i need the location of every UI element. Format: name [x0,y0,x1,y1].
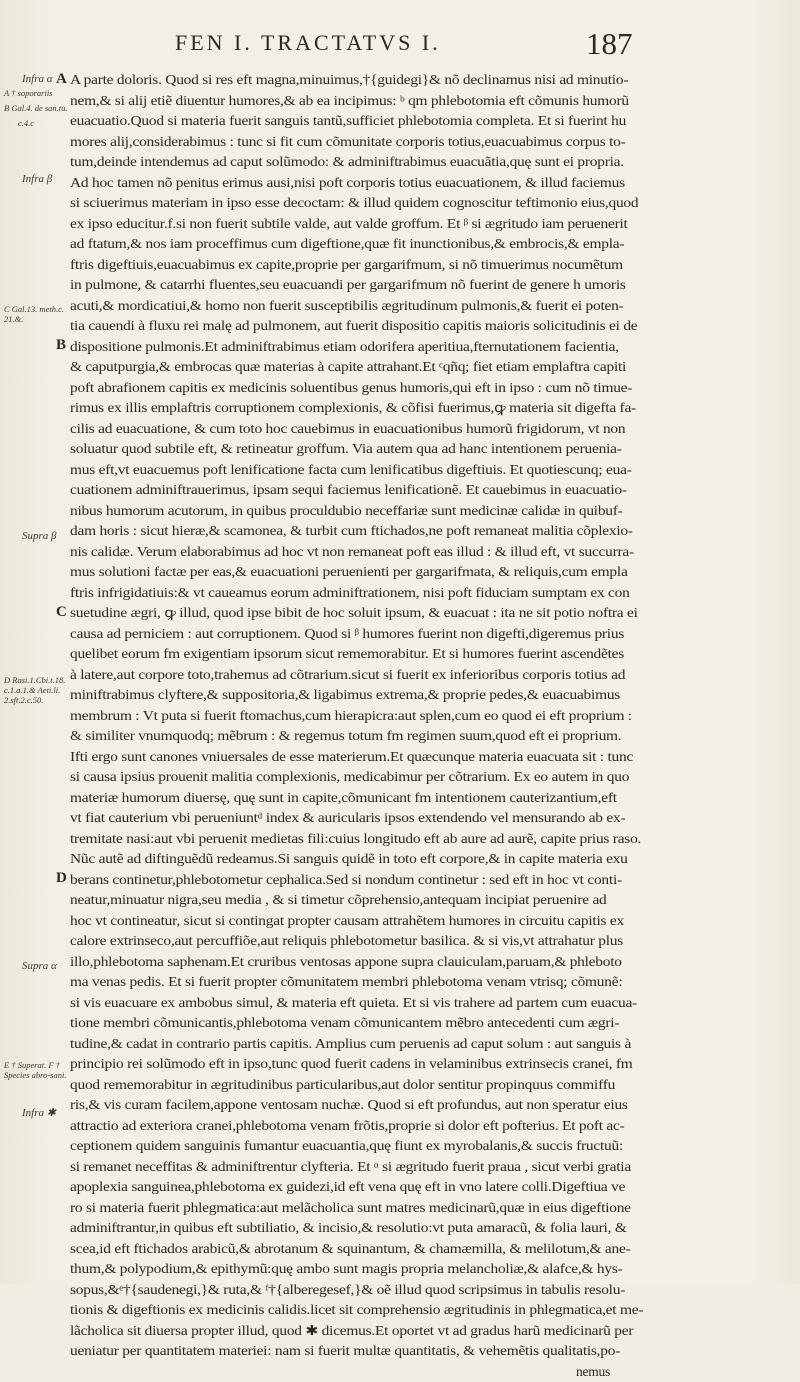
text-line [70,255,658,276]
text-line-content: suetudine ægri, ꝙ illud, quod ipse bibit de hoc soluit ipsum, & euacuat : ita ne sit potio noftra ei [70,603,638,624]
text-line [70,378,658,399]
text-line-content: nem,& si alij etiẽ diuentur humores,& ab ea incipimus: ᵇ qm phlebotomia eft cõmunis humorũ [70,91,629,112]
text-line-content: mus solutioni factæ per eas,& euacuationi peruenienti per gargarifmata, & reliquis,cum empla [70,562,628,583]
text-line [70,1177,658,1198]
text-line-content: & caputpurgia,& embrocas quæ materias à capite attrahant.Et ᶜqñq; fiet etiam emplaftra capiti [70,357,626,378]
text-line-content: tum,deinde intendemus ad caput solũmodo: & adminiftrabimus euacuãtia,quę sunt ei propria. [70,152,624,173]
text-line [70,1136,658,1157]
text-line [70,624,658,645]
text-line [70,1218,658,1239]
text-line [70,870,658,891]
text-line [70,1054,658,1075]
text-line-content: & similiter vnumquodq; mẽbrum : & regemus totum fm regimen suum,quod eft ei proprium. [70,726,621,747]
running-title: FEN I. TRACTATVS I. [175,30,525,56]
text-line [70,788,658,809]
section-letter-d: D [56,870,67,887]
text-line [70,337,658,358]
text-line-content: ma venas pedis. Et si fuerit propter cõmunitatem membri phlebotoma venam vtrisq; cõmunẽ: [70,972,622,993]
text-line [70,747,658,768]
margin-note: C Gal.13. meth.c. 21.&. [4,304,70,324]
text-line [70,1013,658,1034]
text-line-content: in pulmone, & catarrhi fluentes,seu euacuandi per gargarifmum nõ fuerint de genere h umoris [70,275,626,296]
main-text-column [70,70,658,1382]
text-line [70,1300,658,1321]
text-line-content: si causa ipsius prouenit malitia complexionis, medicabimur per cõtrarium. Ex eo autem in quo [70,767,629,788]
text-line-content: illo,phlebotoma saphenam.Et cruribus ventosas appone supra clauiculam,paruam,& phleboto [70,952,622,973]
text-line [70,1157,658,1178]
text-line [70,972,658,993]
text-line-content: tudine,& cadat in contrario partis capitis. Amplius cum peruenis ad caput solum : aut sanguis à [70,1034,631,1055]
text-line-content: ueniatur per quantitatem materiei: nam si fuerit multæ quantitatis, & vehemẽtis qualitatis,po- [70,1341,620,1362]
text-line [70,173,658,194]
margin-note: Infra β [22,173,88,185]
text-line-content: si sciuerimus materiam in ipso esse decoctam: & illud quidem cognoscitur teftimonio eius,quod [70,193,638,214]
text-line [70,665,658,686]
text-line-content: Ad hoc tamen nõ penitus erimus ausi,nisi poft corporis totius euacuationem, & illud faciemus [70,173,625,194]
text-line-content: ris,& vis curam facilem,appone ventosam nuchæ. Quod si eft profundus, aut non speratur eius [70,1095,628,1116]
text-line [70,439,658,460]
text-line [70,1280,658,1301]
text-line-content: euacuatio.Quod si materia fuerit sanguis tantũ,sufficiet phlebotomia completa. Et si fuerint hu [70,111,626,132]
text-line [70,1259,658,1280]
text-line-content: vt fiat cauterium vbi perueniuntᵈ index & auricularis ipsos extendendo vel mensurando ab ex- [70,808,625,829]
text-line-content: attractio ad exteriora cranei,phlebotoma venam frõtis,proprie si dolor eft pofterius. Et poft ac- [70,1116,625,1137]
text-line-content: ftris digeftiuis,euacuabimus ex capite,proprie per gargarifmum, si nõ timuerimus nocumẽtum [70,255,623,276]
text-line [70,542,658,563]
text-line-content: tia cauendi à fluxu rei malę ad pulmonem, aut fuerit dispositio capitis maioris solicitudinis ei de [70,316,637,337]
text-line-content: tione membri cõmunicantis,phlebotoma venam cõmunicantem mẽbro antecedenti cum ægri- [70,1013,619,1034]
text-line-content: berans continetur,phlebotometur cephalica.Sed si nondum continetur : sed eft in hoc vt conti- [70,870,622,891]
text-line-content: nibus humorum acutorum, in quibus proculdubio neceffariæ sunt medicinæ calidæ in quibuf- [70,501,623,522]
text-line [70,234,658,255]
text-line-content: causa ad perniciem : aut corruptionem. Quod si ᵝ humores fuerint non digefti,digeremus prius [70,624,624,645]
text-line-content: nemus [576,1362,610,1382]
text-line-content: tionis & digeftionis ex medicinis calidis.licet sit comprehensio ægritudinis in phlegmatica,et me- [70,1300,643,1321]
text-line [70,726,658,747]
page-number: 187 [586,26,633,62]
text-line-content: si vis euacuare ex ambobus simul, & materia eft quieta. Et si vis trahere ad partem cum euacua- [70,993,637,1014]
text-line [70,214,658,235]
section-letter-a: A [56,71,67,88]
text-line [70,501,658,522]
text-line [70,1239,658,1260]
text-line [70,70,658,91]
text-line [70,993,658,1014]
text-line-content: acuti,& mordicatiui,& homo non fuerit susceptibilis ægritudinum pulmonis,& fuerit ei poten- [70,296,623,317]
text-line-content: adminiftrantur,in quibus eft subtiliatio, & incisio,& resolutio:vt puta amaracũ, & folia lauri, & [70,1218,627,1239]
text-line-content: rimus ex illis emplaftris corruptionem complexionis, & cõfisi fuerimus,ꝙ materia sit digefta fa- [70,398,636,419]
text-line-content: quelibet eorum fm exigentiam ipsorum sicut rememorabitur. Et si humores fuerint ascendẽtes [70,644,624,665]
text-line [70,132,658,153]
text-line-content: ad ftatum,& nos iam proceffimus cum digeftione,quæ fit inunctionibus,& embrocis,& empla- [70,234,624,255]
text-line-content: A parte doloris. Quod si res eft magna,minuimus,†{guidegi}& nõ declinamus nisi ad minutio- [70,70,628,91]
text-line [70,890,658,911]
text-line [70,1034,658,1055]
text-line [70,767,658,788]
text-line [70,583,658,604]
text-line [70,911,658,932]
text-line [70,829,658,850]
text-line-content: Nũc autẽ ad diftinguẽdũ redeamus.Si sanguis quidẽ in toto eft corpore,& in capite materia exu [70,849,628,870]
text-line [70,1362,658,1382]
text-line-content: ex ipso educitur.f.si non fuerit subtile valde, aut valde groffum. Et ᵝ si ægritudo iam peruenerit [70,214,628,235]
text-line-content: principio rei solũmodo eft in ipso,tunc quod fuerit cadens in velaminibus extrinsecis cranei, fm [70,1054,633,1075]
text-line-content: à latere,aut corpore toto,trahemus ad cõtrarium.sicut si fuerit ex inferioribus corporis totius ad [70,665,625,686]
text-line [70,91,658,112]
text-line-content: mores alij,considerabimus : tunc si fit cum cõmunitate corporis totius,euacuabimus corpus to- [70,132,626,153]
text-line-content: apoplexia sanguinea,phlebotoma ex guidezi,id eft vena quę eft in vno latere colli.Digeftiua ve [70,1177,625,1198]
text-line-content: materiæ humorum diuersę, quę sunt in capite,cõmunicant fm intentionem cauterizantium,eft [70,788,617,809]
margin-note: Supra α [22,960,88,972]
text-line-content: soluatur quod subtile eft, & retineatur groffum. Via autem qua ad hanc intentionem peruenia- [70,439,622,460]
text-line-content: cuationem adminiftrauerimus, ipsam sequi faciemus lenificationẽ. Et cauebimus in euacuatio- [70,480,627,501]
margin-note: A † soporariis [4,88,70,98]
text-line [70,296,658,317]
text-line-content: si remanet neceffitas & adminiftrentur clyfteria. Et ᵅ si ægritudo fuerit praua , sicut verbi gratia [70,1157,631,1178]
text-line [70,1198,658,1219]
text-line [70,521,658,542]
text-line [70,152,658,173]
text-line [70,1341,658,1362]
text-line [70,1075,658,1096]
text-line [70,1116,658,1137]
text-line [70,685,658,706]
text-line [70,480,658,501]
margin-note: Infra ✱ [22,1107,88,1119]
section-letter-c: C [56,604,67,621]
margin-note: B Gal.4. de san.tu. [4,103,70,113]
text-line [70,316,658,337]
text-line-content: Ifti ergo sunt canones vniuersales de esse materierum.Et quæcunque materia euacuata sit : tunc [70,747,633,768]
text-line [70,644,658,665]
text-line-content: ro si materia fuerit phlegmatica:aut melãcholica sunt matres medicinarũ,quæ in eius digeftione [70,1198,631,1219]
margin-note: Supra β [22,530,88,542]
section-letter-b: B [56,337,66,354]
text-line [70,193,658,214]
margin-note: D Rasi.1.Cbi.t.18. c.1.a.1.& Aeti.li. 2.sft.2.c.50. [4,675,70,705]
text-line-content: miniftrabimus clyftere,& suppositoria,& ligabimus extrema,& proprie pedes,& euacuabimus [70,685,620,706]
text-line [70,357,658,378]
margin-note: Infra α [22,73,88,85]
text-line [70,931,658,952]
text-line [70,849,658,870]
text-line-content: ftris infrigidatiuis:& vt caueamus eorum adminiftrationem, nisi poft fiduciam sumptam ex con [70,583,630,604]
text-line-content: calore extrinseco,aut percuffiõe,aut reliquis phlebotometur basilica. & si vis,vt attrahatur plus [70,931,623,952]
text-line-content: dispositione pulmonis.Et adminiftrabimus etiam odorifera aperitiua,fternutationem facientia, [70,337,619,358]
text-line-content: lãcholica sit diuersa propter illud, quod ✱ dicemus.Et oportet vt ad gradus harũ medicinarũ per [70,1321,633,1342]
text-line [70,706,658,727]
text-line-content: ceptionem quidem sanguinis fumantur euacuantia,quę fiunt ex myrobalanis,& succis fructuũ: [70,1136,623,1157]
text-line [70,808,658,829]
margin-note: c.4.c [18,118,84,128]
text-line [70,419,658,440]
text-line [70,1321,658,1342]
text-line-content: dam horis : sicut hieræ,& scamonea, & turbit cum ftichados,ne poft remaneat malitia cõplexio- [70,521,633,542]
text-line [70,603,658,624]
text-line [70,398,658,419]
text-line [70,952,658,973]
text-line-content: cilis ad euacuatione, & cum toto hoc cauebimus in euacuationibus humorũ frigidorum, vt non [70,419,625,440]
text-line [70,562,658,583]
text-line [70,275,658,296]
text-line [70,111,658,132]
text-line-content: mus eft,vt euacuemus poft lenificatione facta cum lenificatibus digeftiuis. Et quotiescunq; eua- [70,460,632,481]
text-line-content: quod rememorabitur in ægritudinibus particularibus,aut dolor sentitur propinquus commiffu [70,1075,615,1096]
text-line [70,1095,658,1116]
text-line-content: poft abrafionem capitis ex medicinis soluentibus genus humoris,qui eft in ipso : cum nõ timue- [70,378,632,399]
margin-note: E † Superat. F † Species abro-sani. [4,1060,70,1080]
text-line-content: sopus,&ᵉ†{saudenegi,}& ruta,& ᶠ†{alberegesef,}& oẽ illud quod scripsimus in tabulis resolu- [70,1280,625,1301]
text-line-content: thum,& polypodium,& epithymũ:quę ambo sunt magis propria melancholiæ,& alafce,& hys- [70,1259,623,1280]
text-line-content: membrum : Vt puta si fuerit ftomachus,cum hierapicra:aut splen,cum eo quod ei eft proprium : [70,706,632,727]
text-line-content: hoc vt contineatur, sicut si contingat propter causam attrahẽtem humores in circuitu capitis ex [70,911,624,932]
text-line-content: neatur,minuatur nigra,seu media , & si timetur cõprehensio,antequam incipiat peruenire ad [70,890,607,911]
text-line-content: nis calidæ. Verum elaborabimus ad hoc vt non remaneat poft eas illud : & illud eft, vt succurra- [70,542,634,563]
text-line [70,460,658,481]
text-line-content: scea,id eft ftichados arabicũ,& abrotanum & squinantum, & chamæmilla, & melilotum,& ane- [70,1239,631,1260]
text-line-content: tremitate nasi:aut vbi peruenit medietas fili:cuius longitudo eft ab aure ad aurẽ, capite prius raso. [70,829,641,850]
